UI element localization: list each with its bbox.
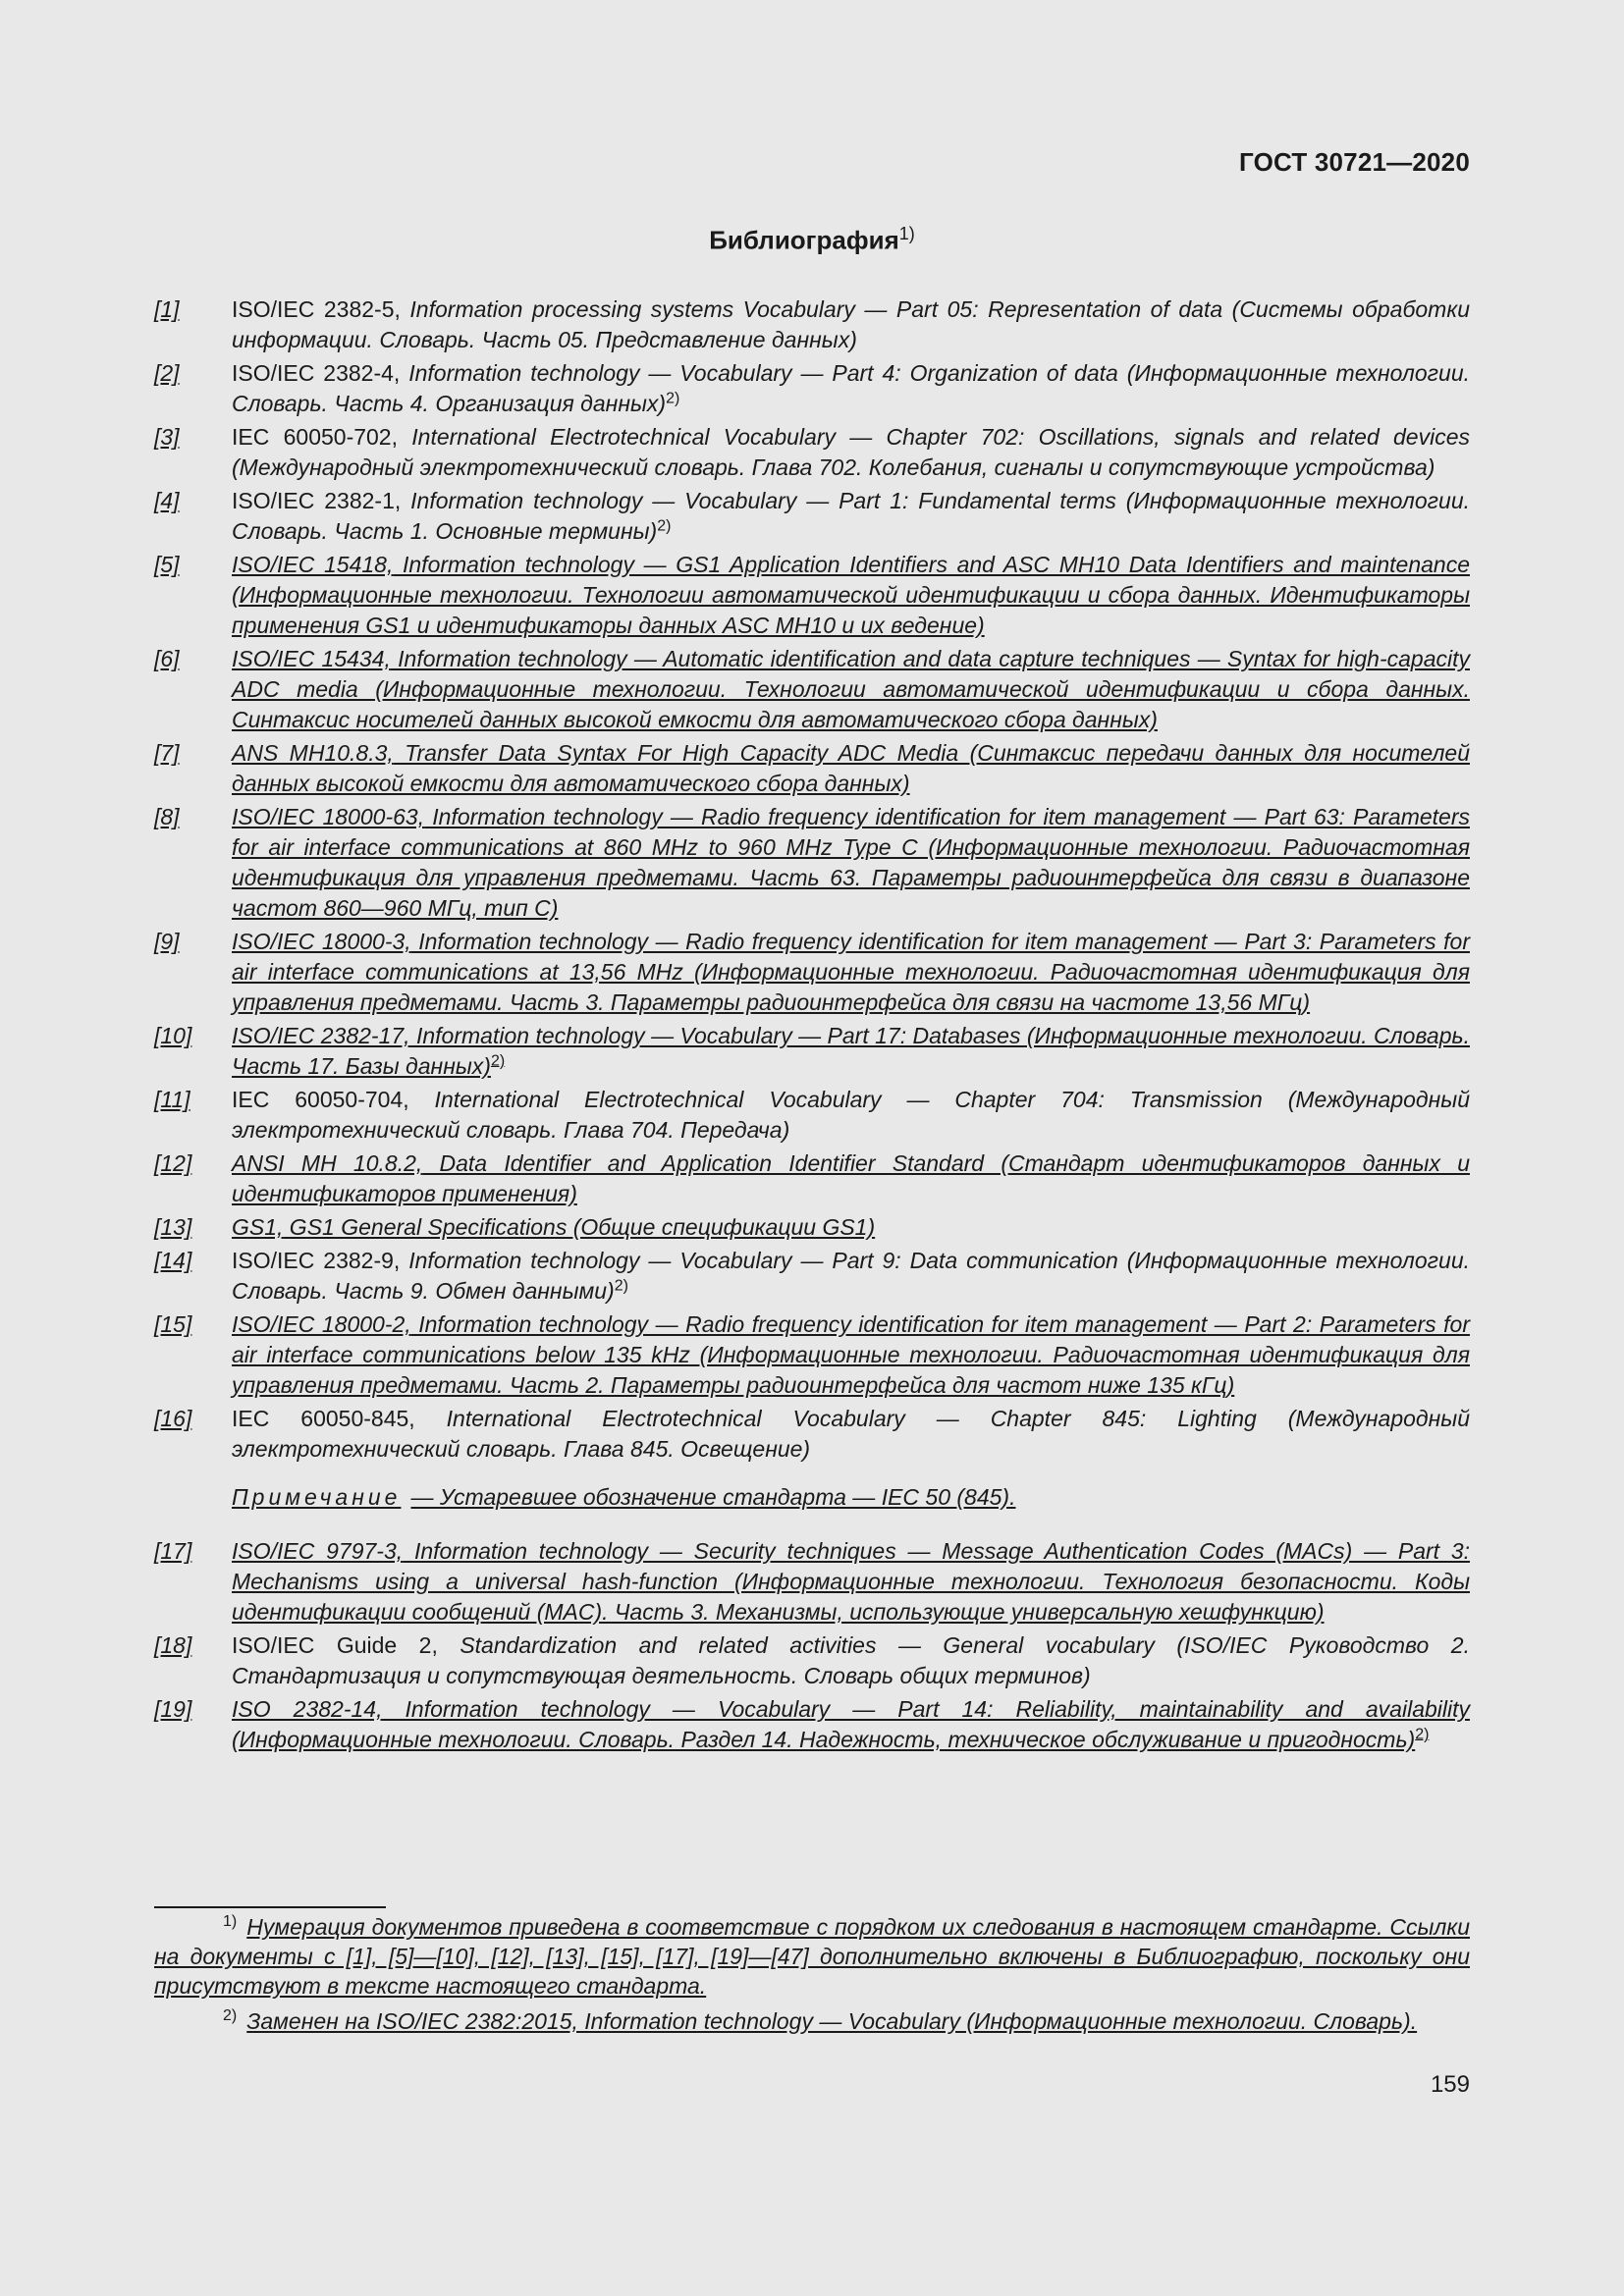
bibliography-entry	[154, 1148, 1470, 1209]
footnotes	[154, 1912, 1470, 2042]
entry-number: [10]	[154, 1023, 192, 1048]
entry-title: Information technology — Vocabulary — Part 1: Fundamental terms (Информационные технологии. Словарь. Часть 1. Основные термины)	[232, 488, 1470, 544]
footnote-text: Нумерация документов приведена в соответствие с порядком их следования в настоящем стандарте. Ссылки на документы с [1], [5]—[10], [12], [13], [15], [17], [19]—[47] дополнительно включены в Библиографию, поскольку они присутствуют в тексте настоящего стандарта.	[154, 1914, 1470, 1999]
bibliography-entry	[154, 1536, 1470, 1628]
bibliography-title-text: Библиография	[709, 225, 899, 255]
entry-title: Transfer Data Syntax For High Capacity ADC Media (Синтаксис передачи данных для носителей данных высокой емкости для автоматического сбора данных)	[232, 740, 1470, 796]
footnote	[154, 1912, 1470, 2001]
entry-number: [17]	[154, 1538, 192, 1564]
entries-group-a	[154, 294, 1470, 1465]
entry-title: International Electrotechnical Vocabulary — Chapter 704: Transmission (Международный электротехнический словарь. Глава 704. Передача)	[232, 1087, 1470, 1143]
entry-code: ISO/IEC 2382-5,	[232, 296, 401, 322]
entry-code: ISO/IEC 15418,	[232, 552, 394, 577]
bibliography-entry	[154, 422, 1470, 483]
entries-group-b	[154, 1536, 1470, 1755]
entry-title: Information processing systems Vocabulary — Part 05: Representation of data (Системы обработки информации. Словарь. Часть 05. Представление данных)	[232, 296, 1470, 352]
entry-number: [8]	[154, 804, 180, 829]
entry-title: Information technology — GS1 Application Identifiers and ASC MH10 Data Identifiers and maintenance (Информационные технологии. Технологии автоматической идентификации и сбора данных. Идентификаторы применения GS1 и идентификаторы данных ASC MH10 и их ведение)	[232, 552, 1470, 638]
title-footnote-mark: 1)	[898, 224, 915, 243]
entry-code: IEC 60050-704,	[232, 1087, 409, 1112]
entry-code: ISO 2382-14,	[232, 1696, 383, 1722]
entry-code: ISO/IEC 2382-4,	[232, 360, 401, 386]
entry-footnote-mark: 2)	[666, 390, 680, 407]
entry-number: [5]	[154, 552, 180, 577]
bibliography-entry	[154, 1404, 1470, 1465]
entry-code: ISO/IEC 15434,	[232, 646, 391, 671]
bibliography-entry	[154, 1021, 1470, 1082]
page-number: 159	[1430, 2071, 1470, 2098]
entry-code: ISO/IEC 2382-9,	[232, 1248, 401, 1273]
bibliography-entry	[154, 550, 1470, 641]
entry-code: IEC 60050-845,	[232, 1406, 415, 1431]
bibliography-title	[0, 224, 1624, 256]
entry-number: [13]	[154, 1214, 192, 1240]
bibliography-entry	[154, 1246, 1470, 1307]
entry-number: [4]	[154, 488, 180, 513]
entry-footnote-mark: 2)	[1415, 1726, 1430, 1743]
bibliography-entry	[154, 1212, 1470, 1243]
entry-title: Information technology — Vocabulary — Part 9: Data communication (Информационные технологии. Словарь. Часть 9. Обмен данными)	[232, 1248, 1470, 1304]
note	[154, 1482, 1470, 1513]
entry-number: [2]	[154, 360, 180, 386]
entry-code: ISO/IEC 2382-17,	[232, 1023, 410, 1048]
bibliography-entry	[154, 802, 1470, 924]
entry-number: [6]	[154, 646, 180, 671]
entry-title: Information technology — Vocabulary — Part 14: Reliability, maintainability and availability (Информационные технологии. Словарь. Раздел 14. Надежность, техническое обслуживание и пригодность)	[232, 1696, 1470, 1752]
bibliography-entry	[154, 294, 1470, 355]
entry-code: ISO/IEC 9797-3,	[232, 1538, 404, 1564]
footnote	[154, 2006, 1470, 2036]
entry-number: [15]	[154, 1311, 192, 1337]
bibliography-list	[154, 294, 1470, 1758]
bibliography-entry	[154, 486, 1470, 547]
entry-number: [1]	[154, 296, 180, 322]
footnote-label: 2)	[223, 2007, 238, 2025]
entry-number: [18]	[154, 1632, 192, 1658]
entry-title: Data Identifier and Application Identifier Standard (Стандарт идентификаторов данных и идентификаторов применения)	[232, 1150, 1470, 1206]
entry-code: ISO/IEC 18000-3,	[232, 929, 411, 954]
bibliography-entry	[154, 358, 1470, 419]
entry-title: GS1 General Specifications (Общие спецификации GS1)	[283, 1214, 876, 1240]
entry-footnote-mark: 2)	[657, 517, 672, 535]
entry-number: [19]	[154, 1696, 192, 1722]
footnote-separator	[154, 1906, 386, 1908]
entry-footnote-mark: 2)	[614, 1277, 628, 1295]
bibliography-entry	[154, 1085, 1470, 1146]
entry-code: ISO/IEC Guide 2,	[232, 1632, 438, 1658]
entry-code: ISO/IEC 18000-2,	[232, 1311, 411, 1337]
note-text: — Устаревшее обозначение стандарта — IEC 50 (845).	[410, 1484, 1016, 1510]
entry-number: [3]	[154, 424, 180, 450]
entry-code: ANS MH10.8.3,	[232, 740, 394, 766]
footnote-label: 1)	[223, 1913, 238, 1931]
entry-title: International Electrotechnical Vocabulary — Chapter 845: Lighting (Международный электротехнический словарь. Глава 845. Освещение)	[232, 1406, 1471, 1462]
bibliography-entry	[154, 644, 1470, 735]
entry-number: [12]	[154, 1150, 192, 1176]
entry-title: Standardization and related activities — General vocabulary (ISO/IEC Руководство 2. Стандартизация и сопутствующая деятельность. Словарь общих терминов)	[232, 1632, 1470, 1688]
entry-code: GS1,	[232, 1214, 284, 1240]
entry-number: [11]	[154, 1087, 190, 1112]
bibliography-entry	[154, 738, 1470, 799]
bibliography-entry	[154, 1309, 1470, 1401]
entry-code: ISO/IEC 2382-1,	[232, 488, 402, 513]
entry-title: Information technology — Vocabulary — Part 17: Databases (Информационные технологии. Словарь. Часть 17. Базы данных)	[232, 1023, 1470, 1079]
entry-title: Information technology — Security techniques — Message Authentication Codes (MACs) — Part 3: Mechanisms using a universal hash-function (Информационные технологии. Технология безопасности. Коды идентификации сообщений (MAC). Часть 3. Механизмы, использующие универсальную хешфункцию)	[232, 1538, 1471, 1625]
entry-title: Information technology — Radio frequency identification for item management — Part 2: Parameters for air interface communications below 135 kHz (Информационные технологии. Радиочастотная идентификация для управления предметами. Часть 2. Параметры радиоинтерфейса для частот ниже 135 кГц)	[232, 1311, 1470, 1398]
entry-title: International Electrotechnical Vocabulary — Chapter 702: Oscillations, signals and related devices (Международный электротехнический словарь. Глава 702. Колебания, сигналы и сопутствующие устройства)	[232, 424, 1470, 480]
document-code: ГОСТ 30721—2020	[1239, 147, 1470, 177]
entry-title: Information technology — Radio frequency identification for item management — Part 3: Parameters for air interface communications at 13,56 MHz (Информационные технологии. Радиочастотная идентификация для управления предметами. Часть 3. Параметры радиоинтерфейса для связи на частоте 13,56 МГц)	[232, 929, 1470, 1015]
entry-number: [7]	[154, 740, 180, 766]
entry-title: Information technology — Radio frequency identification for item management — Part 63: Parameters for air interface communications at 860 MHz to 960 MHz Type C (Информационные технологии. Радиочастотная идентификация для управления предметами. Часть 63. Параметры радиоинтерфейса для связи в диапазоне частот 860—960 МГц, тип С)	[232, 804, 1470, 921]
entry-title: Information technology — Vocabulary — Part 4: Organization of data (Информационные технологии. Словарь. Часть 4. Организация данных)	[232, 360, 1470, 416]
entry-number: [16]	[154, 1406, 192, 1431]
entry-code: ANSI MH 10.8.2,	[232, 1150, 423, 1176]
entry-number: [9]	[154, 929, 180, 954]
bibliography-entry	[154, 1694, 1470, 1755]
bibliography-entry	[154, 1630, 1470, 1691]
entry-number: [14]	[154, 1248, 192, 1273]
entry-title: Information technology — Automatic identification and data capture techniques — Syntax for high-capacity ADC media (Информационные технологии. Технологии автоматической идентификации и сбора данных. Синтаксис носителей данных высокой емкости для автоматического сбора данных)	[232, 646, 1470, 732]
entry-code: IEC 60050-702,	[232, 424, 398, 450]
entry-footnote-mark: 2)	[490, 1052, 506, 1070]
entry-code: ISO/IEC 18000-63,	[232, 804, 425, 829]
bibliography-entry	[154, 927, 1470, 1018]
footnote-text: Заменен на ISO/IEC 2382:2015, Information technology — Vocabulary (Информационные технологии. Словарь).	[246, 2008, 1418, 2034]
note-label: Примечание	[232, 1484, 402, 1510]
